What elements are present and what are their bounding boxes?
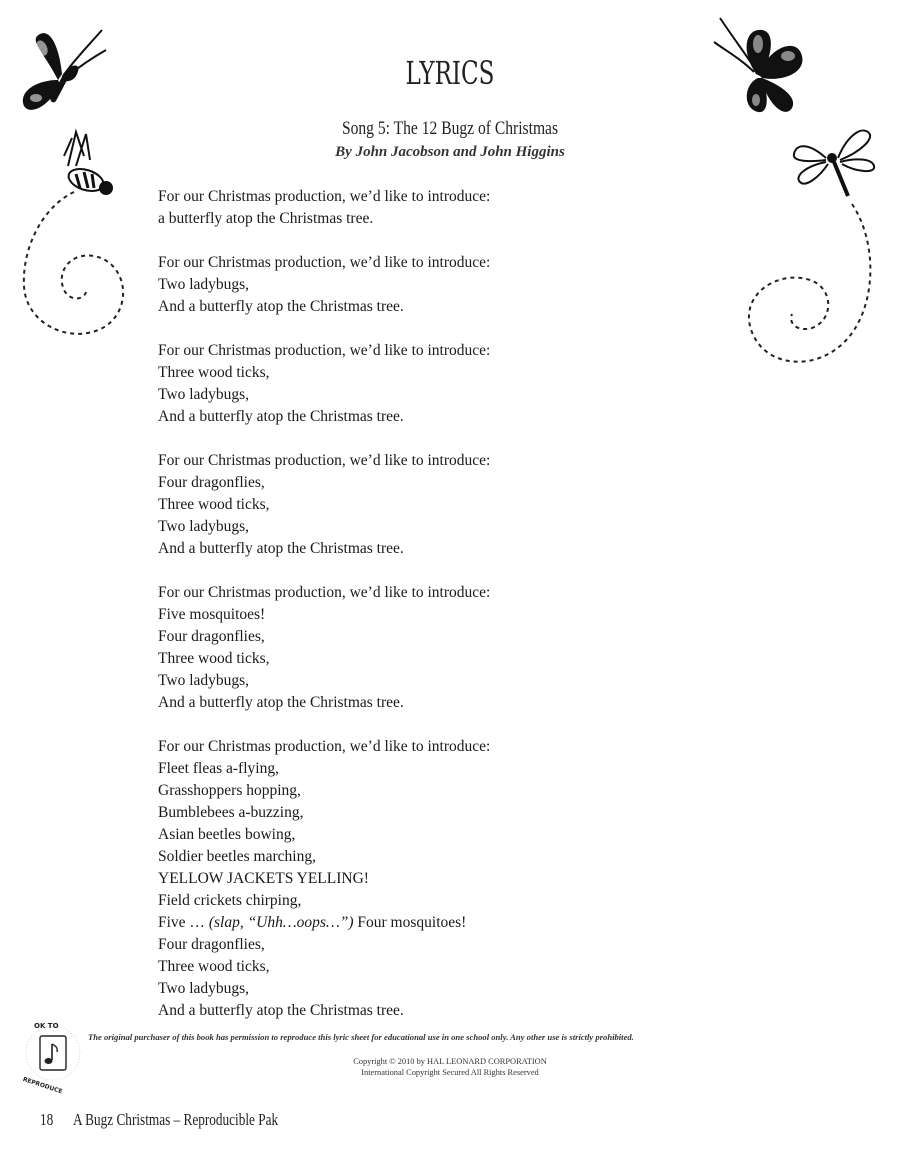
lyric-line: For our Christmas production, we’d like to introduce:	[158, 342, 491, 359]
lyric-line: Three wood ticks,	[158, 496, 270, 513]
lyric-line: Grasshoppers hopping,	[158, 782, 301, 799]
reproduction-notice: The original purchaser of this book has permission to reproduce this lyric sheet for educational use in one school only. Any other use is strictly prohibited.	[88, 1032, 634, 1042]
lyric-line: Two ladybugs,	[158, 276, 250, 293]
badge-bottom-text: REPRODUCE	[21, 1076, 64, 1096]
lyric-line: Three wood ticks,	[158, 958, 270, 975]
lyric-line: Four dragonflies,	[158, 474, 265, 491]
lyric-line: And a butterfly atop the Christmas tree.	[158, 298, 404, 315]
song-byline: By John Jacobson and John Higgins	[335, 144, 565, 160]
dragonfly-trail	[740, 196, 890, 376]
lyric-line: Three wood ticks,	[158, 650, 270, 667]
copyright-line: Copyright © 2010 by HAL LEONARD CORPORATION	[353, 1057, 547, 1066]
lyric-stanza	[158, 186, 718, 230]
lyric-line: Field crickets chirping,	[158, 892, 302, 909]
lyric-line: And a butterfly atop the Christmas tree.	[158, 694, 404, 711]
page-number: 18	[40, 1110, 54, 1129]
lyric-line: Four dragonflies,	[158, 936, 265, 953]
page-title: LYRICS	[405, 54, 495, 92]
lyric-line: Two ladybugs,	[158, 386, 250, 403]
lyric-stanza	[158, 252, 718, 318]
lyric-line: For our Christmas production, we’d like to introduce:	[158, 254, 491, 271]
book-title: A Bugz Christmas – Reproducible Pak	[73, 1110, 279, 1129]
lyric-line: For our Christmas production, we’d like to introduce:	[158, 188, 491, 205]
copyright-line: International Copyright Secured All Rights Reserved	[361, 1068, 539, 1077]
lyric-line: Five … (slap, “Uhh…oops…”) Four mosquitoes!	[158, 914, 467, 931]
lyrics-body	[158, 186, 718, 1044]
copyright-block	[0, 1056, 900, 1078]
lyric-line: Two ladybugs,	[158, 518, 250, 535]
lyric-line: Two ladybugs,	[158, 980, 250, 997]
lyric-line: a butterfly atop the Christmas tree.	[158, 210, 374, 227]
page-footer	[40, 1110, 278, 1130]
lyric-line: And a butterfly atop the Christmas tree.	[158, 540, 404, 557]
lyric-stanza	[158, 340, 718, 428]
lyric-line: For our Christmas production, we’d like to introduce:	[158, 738, 491, 755]
lyric-line: Four dragonflies,	[158, 628, 265, 645]
lyric-line: Soldier beetles marching,	[158, 848, 316, 865]
lyric-line: For our Christmas production, we’d like to introduce:	[158, 452, 491, 469]
lyric-line: Fleet fleas a-flying,	[158, 760, 279, 777]
song-title: Song 5: The 12 Bugz of Christmas	[341, 118, 559, 139]
lyric-line: Two ladybugs,	[158, 672, 250, 689]
lyric-line: Five mosquitoes!	[158, 606, 266, 623]
bee-trail	[14, 186, 134, 346]
butterfly-icon	[14, 22, 110, 118]
lyric-line: And a butterfly atop the Christmas tree.	[158, 408, 404, 425]
lyric-stanza	[158, 582, 718, 714]
lyric-stanza	[158, 450, 718, 560]
lyric-line: YELLOW JACKETS YELLING!	[158, 870, 369, 887]
lyric-line: Three wood ticks,	[158, 364, 270, 381]
lyric-line: Asian beetles bowing,	[158, 826, 296, 843]
badge-top-text: OK TO	[34, 1022, 59, 1030]
lyric-line: For our Christmas production, we’d like to introduce:	[158, 584, 491, 601]
lyric-line: Bumblebees a-buzzing,	[158, 804, 304, 821]
lyric-stanza	[158, 736, 718, 1022]
lyric-line: And a butterfly atop the Christmas tree.	[158, 1002, 404, 1019]
